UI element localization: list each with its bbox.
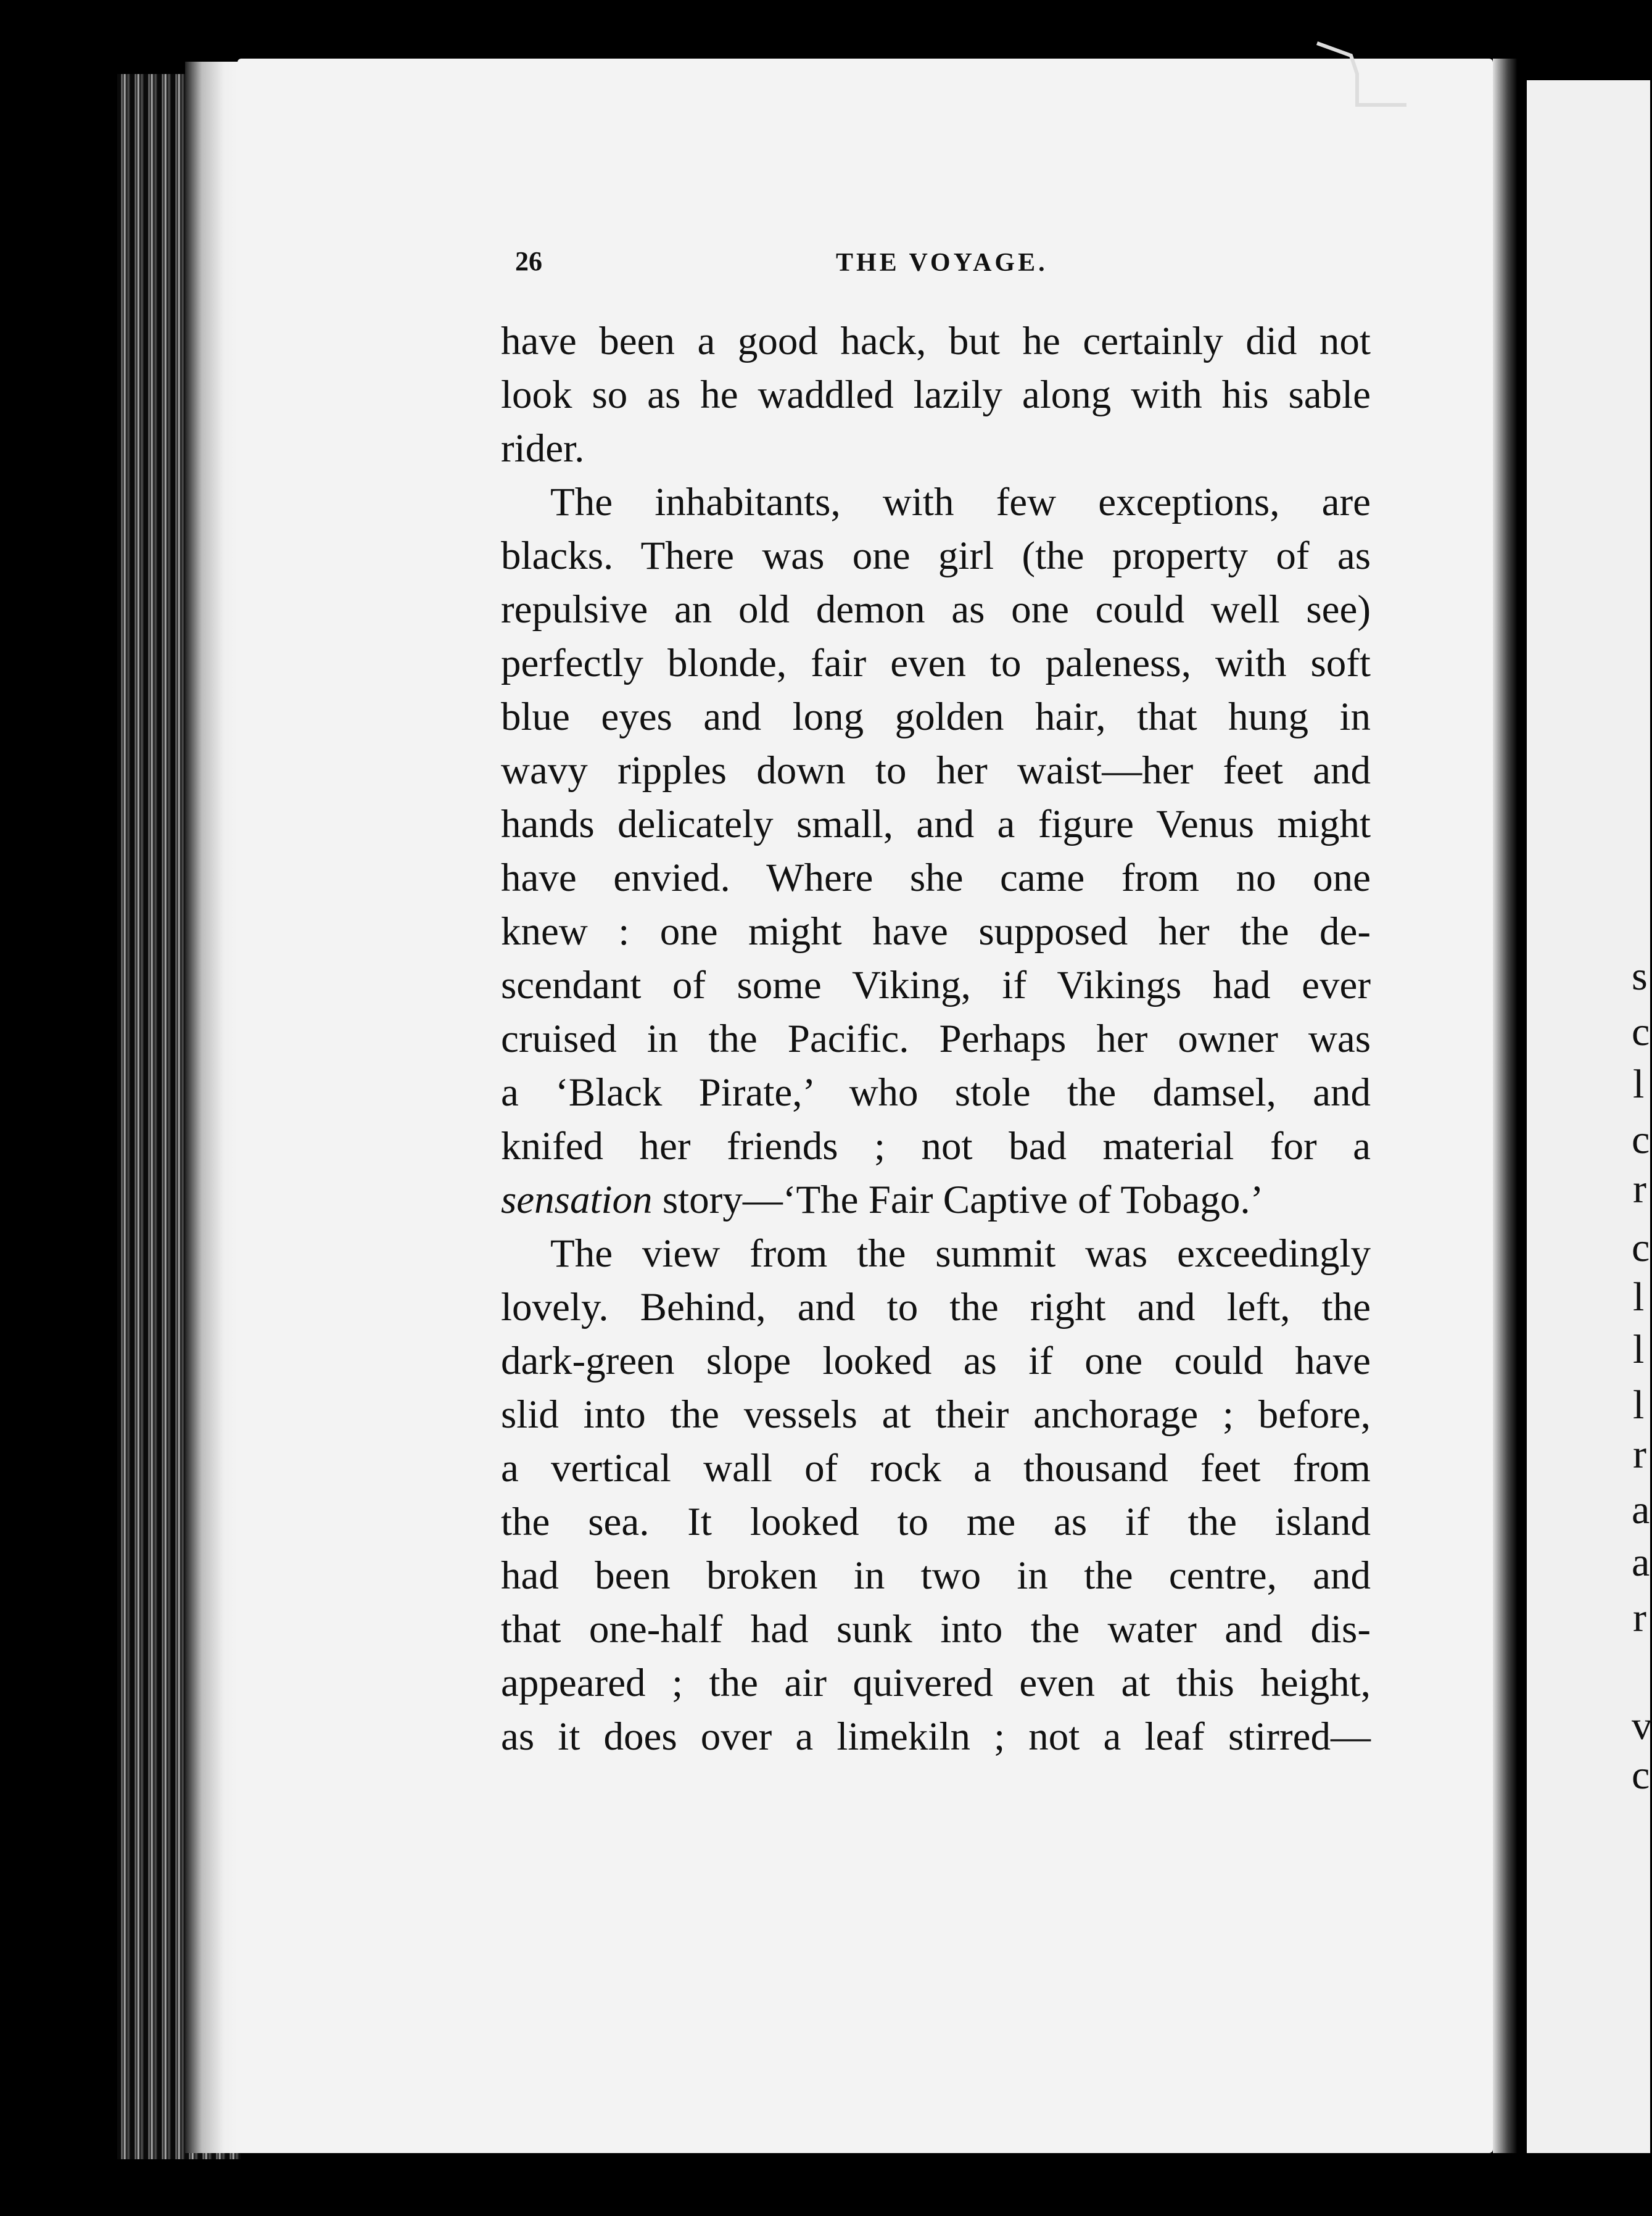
page-number: 26 [515,246,542,276]
text-line: a ‘Black Pirate,’ who stole the damsel, and [501,1070,1371,1115]
text-line: that one-half had sunk into the water and dis- [501,1607,1371,1652]
text-line: had been broken in two in the centre, and [501,1553,1371,1598]
text-line: blue eyes and long golden hair, that hung in [501,695,1371,739]
text-line-rest: story—‘The Fair Captive of Tobago.’ [662,1178,1264,1222]
next-page-char: r [1633,1432,1646,1477]
next-page-char: c [1632,1225,1650,1270]
text-line: slid into the vessels at their anchorage ; before, [501,1392,1371,1437]
book-gutter [1493,59,1518,2153]
running-head-title: THE VOYAGE. [836,249,1048,277]
text-line: look so as he waddled lazily along with his sable [501,373,1371,417]
next-page-char: l [1633,1383,1645,1428]
text-line: have been a good hack, but he certainly did not [501,319,1371,363]
text-line: a vertical wall of rock a thousand feet from [501,1446,1371,1490]
text-line: blacks. There was one girl (the property of as [501,534,1371,578]
page-corner-fold [1314,37,1406,111]
running-header [515,246,1397,283]
next-page-char: a [1632,1540,1650,1585]
text-line: The inhabitants, with few exceptions, are [550,480,1371,524]
next-page-char: c [1632,1117,1650,1162]
text-line: have envied. Where she came from no one [501,856,1371,900]
next-page-char: c [1632,1753,1650,1798]
text-line: knifed her friends ; not bad material for a [501,1124,1371,1168]
body-text [501,315,1371,1764]
text-line [501,1173,1371,1227]
text-line: repulsive an old demon as one could well see) [501,587,1371,632]
next-page-char: r [1633,1167,1646,1212]
page-edge-highlight [185,62,241,2153]
next-page-char: a [1632,1487,1650,1532]
next-page-char: s [1632,954,1648,999]
text-line: wavy ripples down to her waist—her feet and [501,748,1371,793]
next-page-char: l [1633,1327,1645,1372]
text-line: cruised in the Pacific. Perhaps her owner was [501,1017,1371,1061]
text-line: hands delicately small, and a figure Venus might [501,802,1371,846]
next-page-char: v [1632,1703,1652,1748]
text-line: lovely. Behind, and to the right and left, the [501,1285,1371,1329]
text-line: The view from the summit was exceedingly [550,1231,1371,1276]
next-page-char: l [1633,1275,1645,1320]
text-line: rider. [501,426,585,471]
italic-word: sensation [501,1178,653,1222]
text-line: the sea. It looked to me as if the island [501,1500,1371,1544]
text-line: appeared ; the air quivered even at this height, [501,1661,1371,1705]
text-line: perfectly blonde, fair even to paleness, with soft [501,641,1371,685]
next-page-char: r [1633,1595,1646,1640]
text-line: knew : one might have supposed her the de- [501,909,1371,954]
text-line: dark-green slope looked as if one could have [501,1339,1371,1383]
next-page-fragment [1527,80,1650,2153]
next-page-char: l [1633,1062,1645,1107]
text-line: as it does over a limekiln ; not a leaf stirred— [501,1714,1371,1759]
text-line: scendant of some Viking, if Vikings had ever [501,963,1371,1007]
next-page-char: c [1632,1009,1650,1054]
